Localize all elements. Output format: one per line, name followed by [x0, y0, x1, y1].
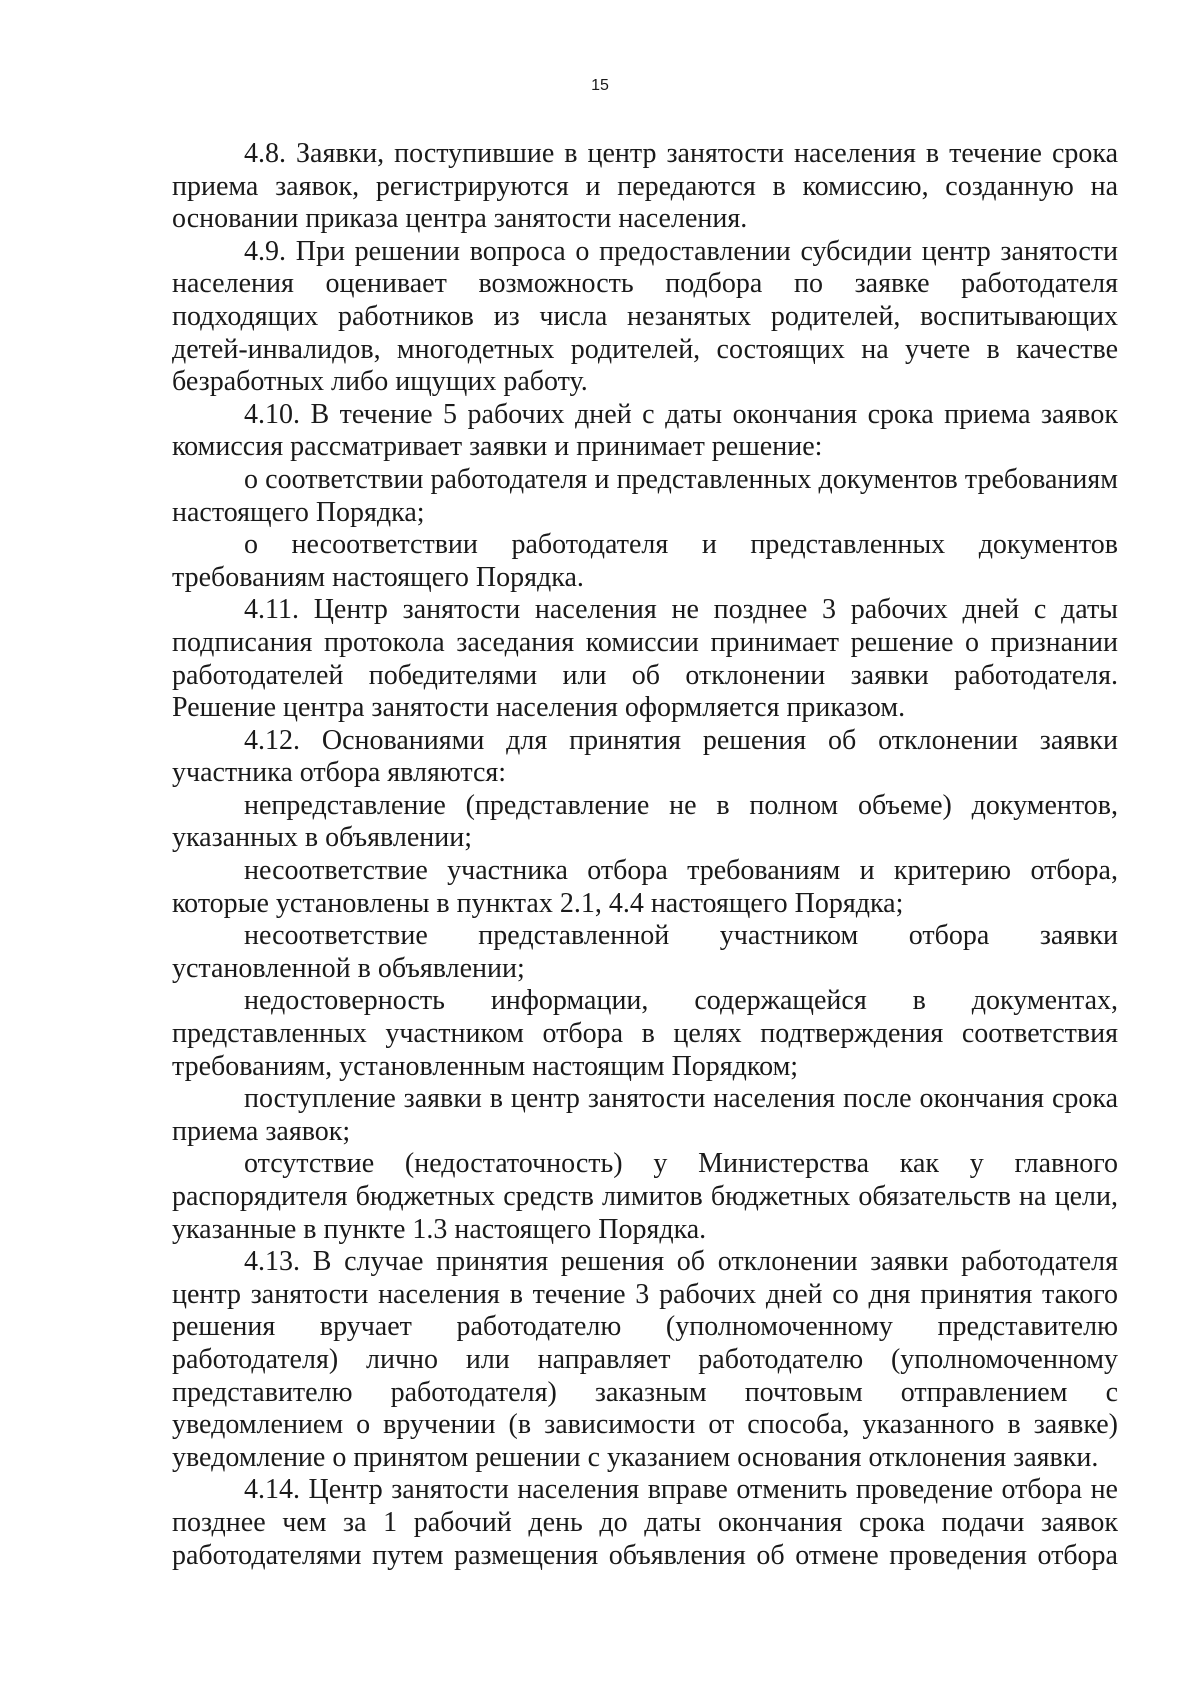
paragraph-4-12: 4.12. Основаниями для принятия решения об отклонении заявки участника отбора являются:: [172, 724, 1118, 789]
paragraph-4-11: 4.11. Центр занятости населения не позднее 3 рабочих дней с даты подписания протокола заседания комиссии принимает решение о признании работодателей победителями или об отклонении заявки работодателя. Решение центра занятости населения оформляется приказом.: [172, 594, 1118, 724]
rejection-ground-item: недостоверность информации, содержащейся в документах, представленных участником отбора в целях подтверждения соответствия требованиям, установленным настоящим Порядком;: [172, 985, 1118, 1082]
rejection-ground-item: несоответствие представленной участником отбора заявки установленной в объявлении;: [172, 920, 1118, 984]
rejection-ground-item: отсутствие (недостаточность) у Министерства как у главного распорядителя бюджетных средств лимитов бюджетных обязательств на цели, указанные в пункте 1.3 настоящего Порядка.: [172, 1148, 1118, 1245]
decision-option-noncompliance: о несоответствии работодателя и представленных документов требованиям настоящего Порядка.: [172, 529, 1118, 593]
paragraph-4-14: 4.14. Центр занятости населения вправе отменить проведение отбора не позднее чем за 1 рабочий день до даты окончания срока подачи заявок работодателями путем размещения объявления об отмене проведения отбора: [172, 1474, 1118, 1571]
paragraph-4-9: 4.9. При решении вопроса о предоставлении субсидии центр занятости населения оценивает возможность подбора по заявке работодателя подходящих работников из числа незанятых родителей, воспитывающих детей-инвалидов, многодетных родителей, состоящих на учете в качестве безработных либо ищущих работу.: [172, 235, 1118, 398]
page-number: 15: [591, 77, 609, 94]
paragraph-4-13: 4.13. В случае принятия решения об отклонении заявки работодателя центр занятости населения в течение 3 рабочих дней со дня принятия такого решения вручает работодателю (уполномоченному представителю работодателя) лично или направляет работодателю (уполномоченному представителю работодателя) заказным почтовым отправлением с уведомлением о вручении (в зависимости от способа, указанного в заявке) уведомление о принятом решении с указанием основания отклонения заявки.: [172, 1246, 1118, 1473]
rejection-ground-item: непредставление (представление не в полном объеме) документов, указанных в объявлении;: [172, 789, 1118, 854]
decision-option-compliance: о соответствии работодателя и представленных документов требованиям настоящего Порядка;: [172, 463, 1118, 528]
rejection-ground-item: поступление заявки в центр занятости населения после окончания срока приема заявок;: [172, 1083, 1118, 1147]
document-body: [172, 138, 1118, 1572]
paragraph-4-10: 4.10. В течение 5 рабочих дней с даты окончания срока приема заявок комиссия рассматривает заявки и принимает решение:: [172, 398, 1118, 463]
paragraph-4-8: 4.8. Заявки, поступившие в центр занятости населения в течение срока приема заявок, регистрируются и передаются в комиссию, созданную на основании приказа центра занятости населения.: [172, 138, 1118, 235]
rejection-ground-item: несоответствие участника отбора требованиям и критерию отбора, которые установлены в пунктах 2.1, 4.4 настоящего Порядка;: [172, 855, 1118, 919]
